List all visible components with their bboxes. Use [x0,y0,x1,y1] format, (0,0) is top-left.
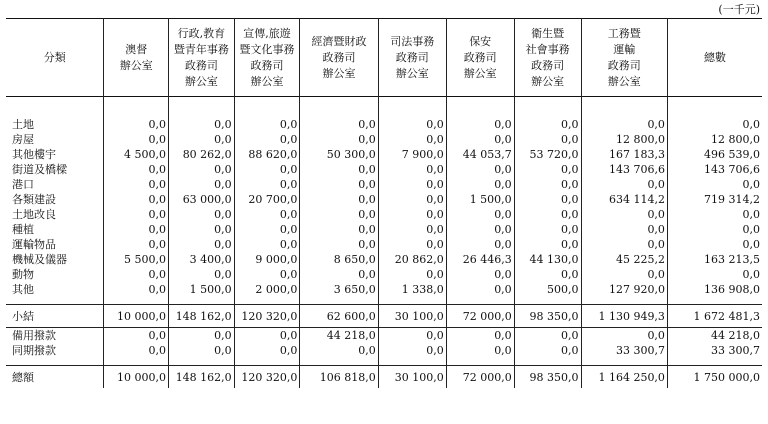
cell-value: 0,0 [168,328,234,344]
cell-value: 12 800,0 [581,132,667,147]
table-row [6,162,762,177]
cell-value: 0,0 [104,222,169,237]
cell-value: 0,0 [446,237,514,252]
cell-value: 0,0 [667,97,762,133]
cell-value: 0,0 [234,97,300,133]
row-label: 動物 [12,268,34,281]
cell-value: 0,0 [234,267,300,282]
row-label: 種植 [12,223,34,236]
cell-value: 0,0 [378,343,446,366]
cell-value: 0,0 [378,222,446,237]
cell-value: 0,0 [514,177,581,192]
cell-value: 120 320,0 [234,366,300,389]
cell-value: 3 400,0 [168,252,234,267]
cell-value: 1 750 000,0 [667,366,762,389]
cell-value: 0,0 [300,267,378,282]
cell-value: 1 500,0 [168,282,234,305]
cell-value: 136 908,0 [667,282,762,305]
cell-value: 0,0 [104,97,169,133]
cell-value: 0,0 [104,132,169,147]
row-label: 運輸物品 [12,238,56,251]
row-label: 房屋 [12,133,34,146]
cell-value: 63 000,0 [168,192,234,207]
cell-value: 0,0 [514,97,581,133]
cell-value: 0,0 [446,132,514,147]
cell-value: 44 218,0 [667,328,762,344]
cell-value: 0,0 [514,192,581,207]
cell-value: 0,0 [581,237,667,252]
cell-value: 0,0 [378,192,446,207]
cell-value: 0,0 [300,222,378,237]
cell-value: 0,0 [446,207,514,222]
cell-value: 0,0 [514,328,581,344]
cell-value: 1 500,0 [446,192,514,207]
budget-table [6,18,762,388]
cell-value: 0,0 [581,222,667,237]
cell-value: 0,0 [446,343,514,366]
cell-value: 500,0 [514,282,581,305]
cell-value: 72 000,0 [446,305,514,328]
cell-value: 143 706,6 [581,162,667,177]
total-row [6,366,762,389]
cell-value: 0,0 [446,267,514,282]
cell-value: 62 600,0 [300,305,378,328]
cell-value: 167 183,3 [581,147,667,162]
table-row [6,207,762,222]
cell-value: 20 700,0 [234,192,300,207]
row-label: 土地改良 [12,208,56,221]
cell-value: 106 818,0 [300,366,378,389]
cell-value: 20 862,0 [378,252,446,267]
cell-value: 0,0 [300,192,378,207]
cell-value: 0,0 [234,222,300,237]
cell-value: 0,0 [581,267,667,282]
table-row [6,222,762,237]
cell-value: 0,0 [446,282,514,305]
row-label: 街道及橋樑 [12,163,67,176]
cell-value: 120 320,0 [234,305,300,328]
cell-value: 0,0 [104,207,169,222]
cell-value: 0,0 [234,237,300,252]
row-label: 各類建設 [12,193,56,206]
cell-value: 30 100,0 [378,366,446,389]
cell-value: 0,0 [667,237,762,252]
row-label: 備用撥款 [6,328,104,344]
cell-value: 0,0 [514,343,581,366]
cell-value: 127 920,0 [581,282,667,305]
row-label: 總額 [6,366,104,389]
header-category: 分類 [43,50,66,64]
cell-value: 0,0 [168,343,234,366]
cell-value: 0,0 [378,328,446,344]
cell-value: 0,0 [300,343,378,366]
cell-value: 0,0 [234,343,300,366]
cell-value: 0,0 [104,192,169,207]
cell-value: 0,0 [514,207,581,222]
cell-value: 0,0 [514,222,581,237]
cell-value: 143 706,6 [667,162,762,177]
cell-value: 0,0 [378,207,446,222]
cell-value: 0,0 [168,97,234,133]
cell-value: 0,0 [168,207,234,222]
cell-value: 0,0 [234,177,300,192]
cell-value: 0,0 [378,237,446,252]
cell-value: 9 000,0 [234,252,300,267]
cell-value: 0,0 [234,162,300,177]
cell-value: 0,0 [378,177,446,192]
cell-value: 1 672 481,3 [667,305,762,328]
cell-value: 8 650,0 [300,252,378,267]
header-col-3: 宣傳,旅遊 暨文化事務 政務司 辦公室 [234,19,300,97]
cell-value: 0,0 [300,162,378,177]
cell-value: 44 130,0 [514,252,581,267]
cell-value: 50 300,0 [300,147,378,162]
row-label: 其他 [12,283,34,296]
cell-value: 0,0 [378,267,446,282]
cell-value: 0,0 [446,177,514,192]
table-row [6,147,762,162]
cell-value: 44 218,0 [300,328,378,344]
cell-value: 33 300,7 [667,343,762,366]
table-row [6,132,762,147]
cell-value: 0,0 [514,237,581,252]
cell-value: 1 130 949,3 [581,305,667,328]
row-label: 土地 [12,118,34,131]
cell-value: 719 314,2 [667,192,762,207]
table-row [6,343,762,366]
cell-value: 148 162,0 [168,305,234,328]
cell-value: 0,0 [104,162,169,177]
cell-value: 0,0 [168,177,234,192]
cell-value: 0,0 [234,207,300,222]
table-row [6,252,762,267]
cell-value: 7 900,0 [378,147,446,162]
cell-value: 12 800,0 [667,132,762,147]
cell-value: 0,0 [104,328,169,344]
header-col-4: 經濟暨財政 政務司 辦公室 [300,19,378,97]
cell-value: 45 225,2 [581,252,667,267]
cell-value: 0,0 [581,207,667,222]
cell-value: 0,0 [168,267,234,282]
table-row [6,97,762,133]
cell-value: 163 213,5 [667,252,762,267]
table-row [6,282,762,305]
table-row [6,192,762,207]
cell-value: 0,0 [168,237,234,252]
cell-value: 0,0 [300,97,378,133]
cell-value: 1 338,0 [378,282,446,305]
header-col-6: 保安 政務司 辦公室 [446,19,514,97]
header-col-7: 衛生暨 社會事務 政務司 辦公室 [514,19,581,97]
cell-value: 0,0 [581,328,667,344]
header-row [6,19,762,97]
cell-value: 0,0 [300,207,378,222]
cell-value: 0,0 [514,162,581,177]
cell-value: 80 262,0 [168,147,234,162]
cell-value: 0,0 [514,267,581,282]
row-label: 小結 [6,305,104,328]
cell-value: 44 053,7 [446,147,514,162]
cell-value: 30 100,0 [378,305,446,328]
table-row [6,177,762,192]
cell-value: 98 350,0 [514,366,581,389]
cell-value: 2 000,0 [234,282,300,305]
cell-value: 0,0 [104,177,169,192]
row-label: 同期撥款 [12,344,56,357]
cell-value: 0,0 [667,222,762,237]
header-col-8: 工務暨 運輸 政務司 辦公室 [581,19,667,97]
cell-value: 0,0 [667,267,762,282]
header-col-9: 總數 [667,19,762,97]
row-label: 港口 [12,178,34,191]
cell-value: 0,0 [378,162,446,177]
cell-value: 53 720,0 [514,147,581,162]
cell-value: 72 000,0 [446,366,514,389]
cell-value: 98 350,0 [514,305,581,328]
cell-value: 88 620,0 [234,147,300,162]
cell-value: 496 539,0 [667,147,762,162]
header-col-1: 澳督 辦公室 [104,19,169,97]
table-row [6,267,762,282]
unit-label: (一千元) [718,3,760,16]
cell-value: 0,0 [168,222,234,237]
cell-value: 148 162,0 [168,366,234,389]
cell-value: 634 114,2 [581,192,667,207]
cell-value: 3 650,0 [300,282,378,305]
cell-value: 33 300,7 [581,343,667,366]
cell-value: 0,0 [300,237,378,252]
cell-value: 10 000,0 [104,366,169,389]
cell-value: 0,0 [104,343,169,366]
cell-value: 0,0 [667,207,762,222]
cell-value: 0,0 [234,132,300,147]
cell-value: 0,0 [378,132,446,147]
cell-value: 0,0 [234,328,300,344]
cell-value: 0,0 [581,97,667,133]
cell-value: 10 000,0 [104,305,169,328]
cell-value: 0,0 [168,162,234,177]
cell-value: 0,0 [104,282,169,305]
row-label: 其他樓宇 [12,148,56,161]
cell-value: 0,0 [667,177,762,192]
cell-value: 4 500,0 [104,147,169,162]
cell-value: 0,0 [446,328,514,344]
cell-value: 0,0 [104,237,169,252]
cell-value: 5 500,0 [104,252,169,267]
cell-value: 0,0 [446,162,514,177]
cell-value: 0,0 [378,97,446,133]
row-label: 機械及儀器 [12,253,67,266]
subtotal-row [6,305,762,328]
cell-value: 0,0 [300,132,378,147]
cell-value: 0,0 [514,132,581,147]
table-row [6,328,762,344]
cell-value: 0,0 [104,267,169,282]
header-col-2: 行政,教育 暨青年事務 政務司 辦公室 [168,19,234,97]
cell-value: 0,0 [300,177,378,192]
cell-value: 1 164 250,0 [581,366,667,389]
header-col-5: 司法事務 政務司 辦公室 [378,19,446,97]
cell-value: 26 446,3 [446,252,514,267]
cell-value: 0,0 [581,177,667,192]
cell-value: 0,0 [446,97,514,133]
table-row [6,237,762,252]
cell-value: 0,0 [446,222,514,237]
cell-value: 0,0 [168,132,234,147]
